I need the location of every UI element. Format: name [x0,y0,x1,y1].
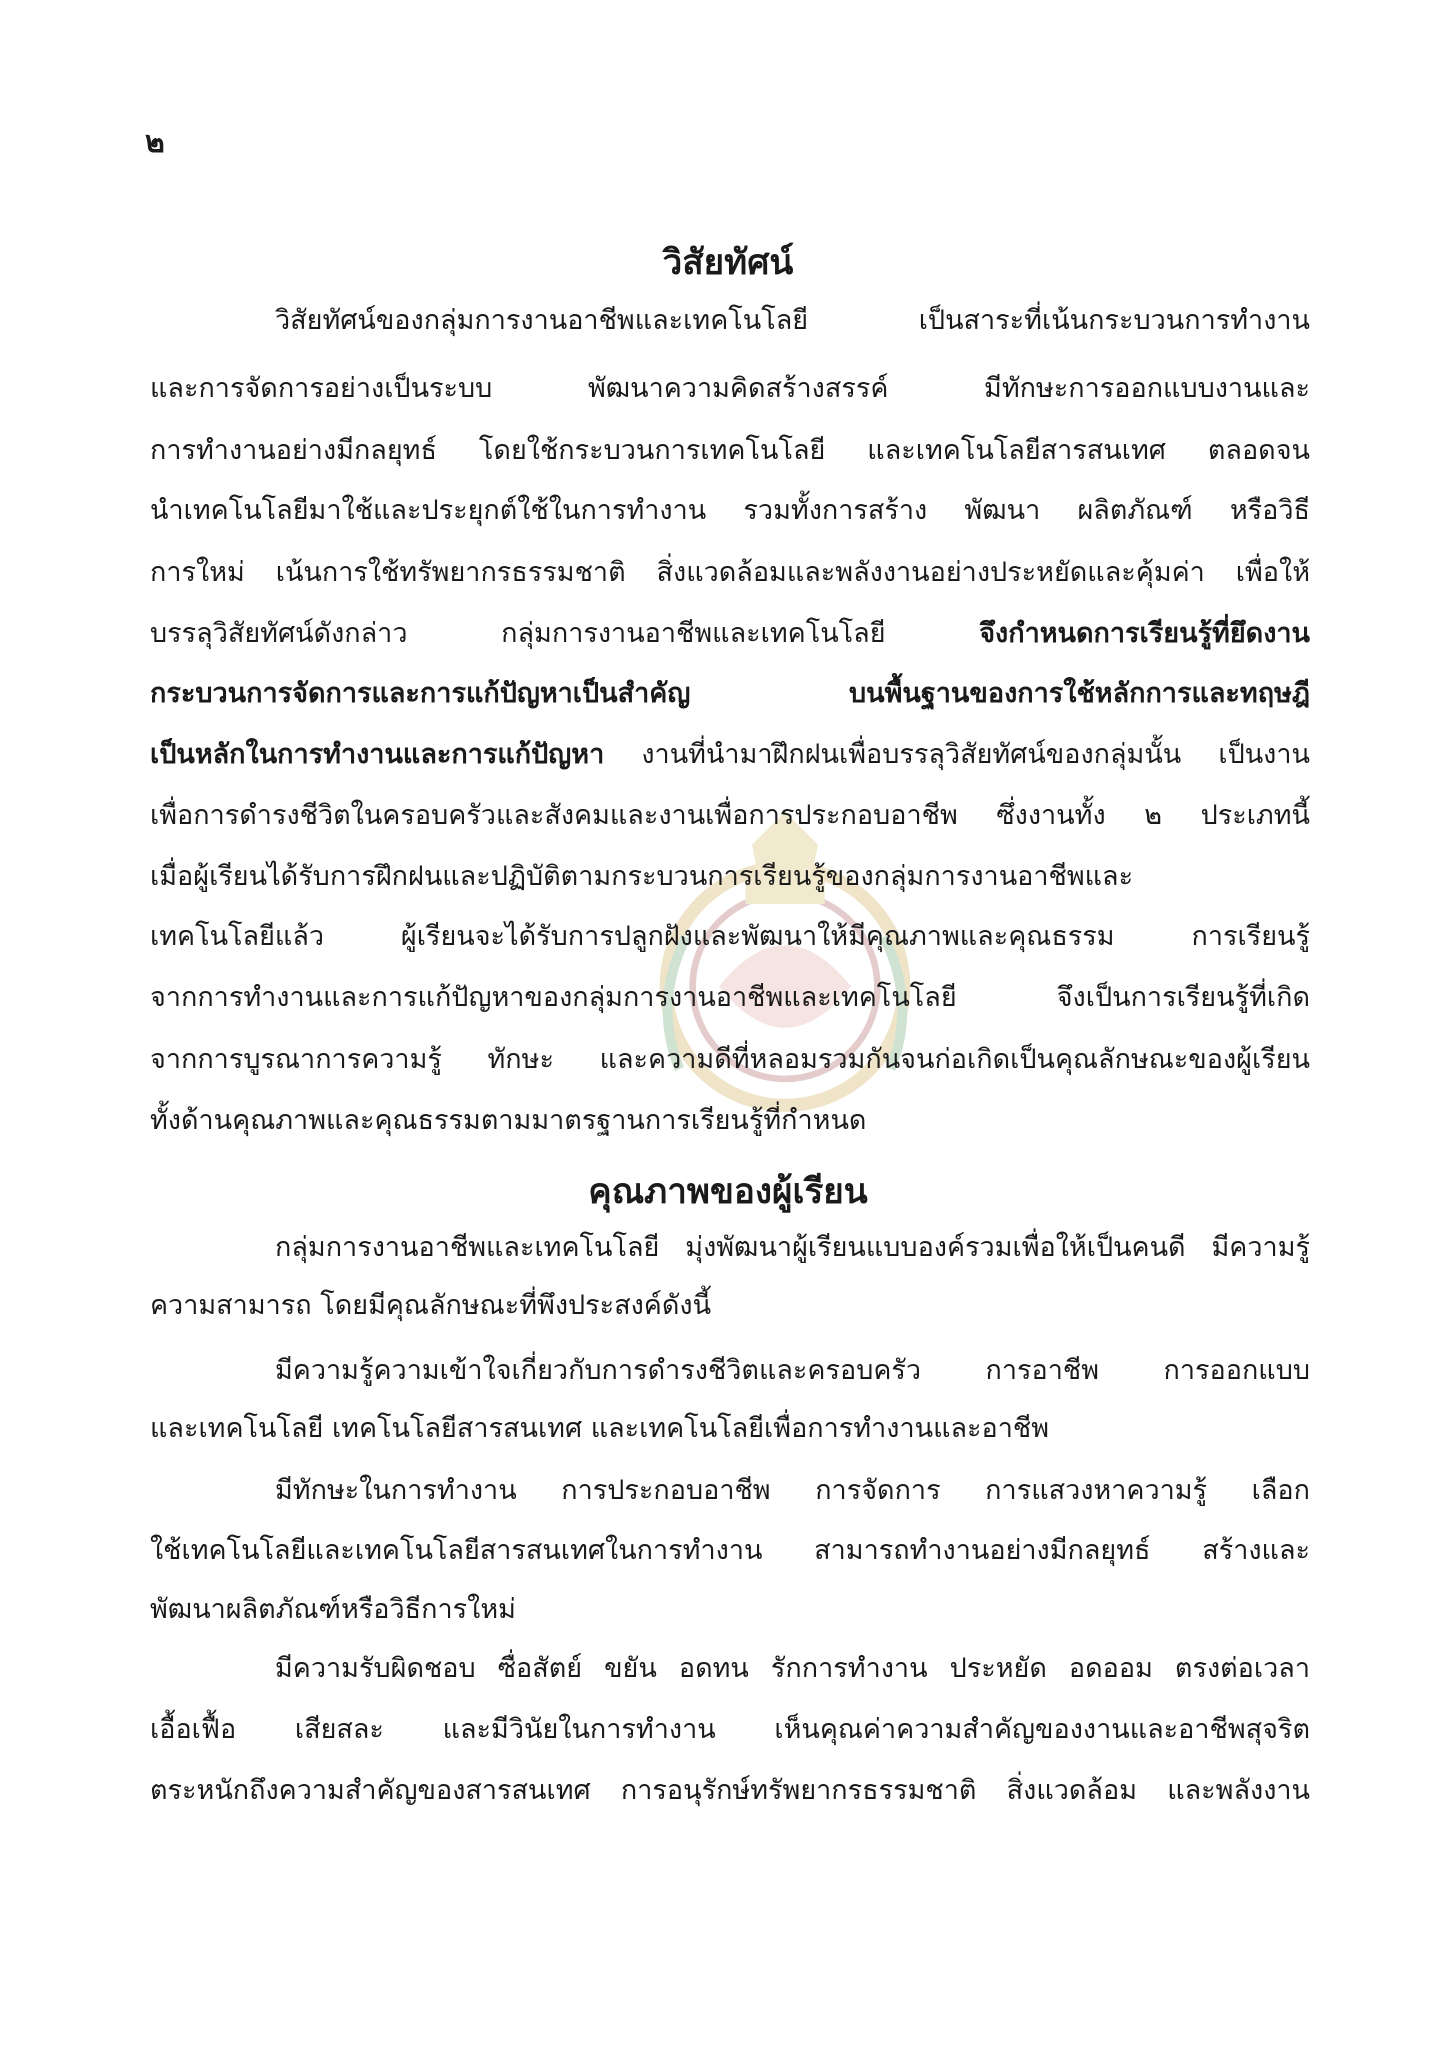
vision-line [275,307,1310,341]
watermark-seal-icon [620,805,950,1135]
vision-bold-text: กระบวนการจัดการและการแก้ปัญหาเป็นสำคัญ บนพื้นฐานของการใช้หลักการและทฤษฎี [150,678,1310,709]
vision-text: งานที่นำมาฝึกฝนเพื่อบรรลุวิสัยทัศน์ของกลุ่มนั้น เป็นงาน [604,739,1310,770]
vision-bold-text: จึงกำหนดการเรียนรู้ที่ยึดงาน [979,618,1310,649]
quality-line: มีทักษะในการทำงาน การประกอบอาชีพ การจัดการ การแสวงหาความรู้ เลือก [275,1475,1310,1506]
vision-line [150,741,1310,775]
section-title-vision: วิสัยทัศน์ [662,243,794,283]
quality-line: เอื้อเฟื้อ เสียสละ และมีวินัยในการทำงาน เห็นคุณค่าความสำคัญของงานและอาชีพสุจริต [150,1714,1310,1745]
vision-line [150,1107,1310,1141]
vision-line [150,497,1310,531]
vision-bold-text: เป็นหลักในการทำงานและการแก้ปัญหา [150,739,605,770]
quality-line: มีความรู้ความเข้าใจเกี่ยวกับการดำรงชีวิตและครอบครัว การอาชีพ การออกแบบ [275,1355,1310,1386]
quality-line: ความสามารถ โดยมีคุณลักษณะที่พึงประสงค์ดังนี้ [150,1290,712,1321]
vision-line [150,620,1310,654]
vision-line [150,680,1310,714]
vision-text: เพื่อการดำรงชีวิตในครอบครัวและสังคมและงานเพื่อการประกอบอาชีพ ซึ่งงานทั้ง ๒ ประเภทนี้ [150,800,1310,831]
quality-line: ตระหนักถึงความสำคัญของสารสนเทศ การอนุรักษ์ทรัพยากรธรรมชาติ สิ่งแวดล้อม และพลังงาน [150,1775,1310,1806]
vision-text: เทคโนโลยีแล้ว ผู้เรียนจะได้รับการปลูกฝังและพัฒนาให้มีคุณภาพและคุณธรรม การเรียนรู้ [150,921,1310,952]
quality-line: และเทคโนโลยี เทคโนโลยีสารสนเทศ และเทคโนโลยีเพื่อการทำงานและอาชีพ [150,1413,1050,1444]
vision-line [150,437,1310,471]
vision-line [150,863,1310,897]
vision-line [150,984,1310,1018]
vision-text: นำเทคโนโลยีมาใช้และประยุกต์ใช้ในการทำงาน รวมทั้งการสร้าง พัฒนา ผลิตภัณฑ์ หรือวิธี [150,495,1310,526]
quality-line: พัฒนาผลิตภัณฑ์หรือวิธีการใหม่ [150,1594,516,1625]
quality-line: ใช้เทคโนโลยีและเทคโนโลยีสารสนเทศในการทำงาน สามารถทำงานอย่างมีกลยุทธ์ สร้างและ [150,1535,1310,1566]
section-title-quality: คุณภาพของผู้เรียน [588,1172,868,1212]
quality-line: มีความรับผิดชอบ ซื่อสัตย์ ขยัน อดทน รักการทำงาน ประหยัด อดออม ตรงต่อเวลา [275,1653,1310,1684]
page-number: ๒ [145,125,165,160]
vision-text: วิสัยทัศน์ของกลุ่มการงานอาชีพและเทคโนโลยี เป็นสาระที่เน้นกระบวนการทำงาน [275,305,1310,336]
vision-text: เมื่อผู้เรียนได้รับการฝึกฝนและปฏิบัติตามกระบวนการเรียนรู้ของกลุ่มการงานอาชีพและ [150,861,1134,892]
vision-text: และการจัดการอย่างเป็นระบบ พัฒนาความคิดสร้างสรรค์ มีทักษะการออกแบบงานและ [150,373,1310,404]
vision-line [150,375,1310,409]
vision-text: การทำงานอย่างมีกลยุทธ์ โดยใช้กระบวนการเทคโนโลยี และเทคโนโลยีสารสนเทศ ตลอดจน [150,435,1310,466]
vision-line [150,559,1310,593]
vision-text: บรรลุวิสัยทัศน์ดังกล่าว กลุ่มการงานอาชีพและเทคโนโลยี [150,618,980,649]
quality-line: กลุ่มการงานอาชีพและเทคโนโลยี มุ่งพัฒนาผู้เรียนแบบองค์รวมเพื่อให้เป็นคนดี มีความรู้ [275,1232,1310,1263]
vision-text: จากการบูรณาการความรู้ ทักษะ และความดีที่หลอมรวมกันจนก่อเกิดเป็นคุณลักษณะของผู้เรียน [150,1044,1310,1075]
vision-line [150,802,1310,836]
vision-text: ทั้งด้านคุณภาพและคุณธรรมตามมาตรฐานการเรียนรู้ที่กำหนด [150,1105,867,1136]
vision-line [150,923,1310,957]
vision-line [150,1046,1310,1080]
vision-text: การใหม่ เน้นการใช้ทรัพยากรธรรมชาติ สิ่งแวดล้อมและพลังงานอย่างประหยัดและคุ้มค่า เพื่อให้ [150,557,1310,588]
vision-text: จากการทำงานและการแก้ปัญหาของกลุ่มการงานอาชีพและเทคโนโลยี จึงเป็นการเรียนรู้ที่เกิด [150,982,1310,1013]
